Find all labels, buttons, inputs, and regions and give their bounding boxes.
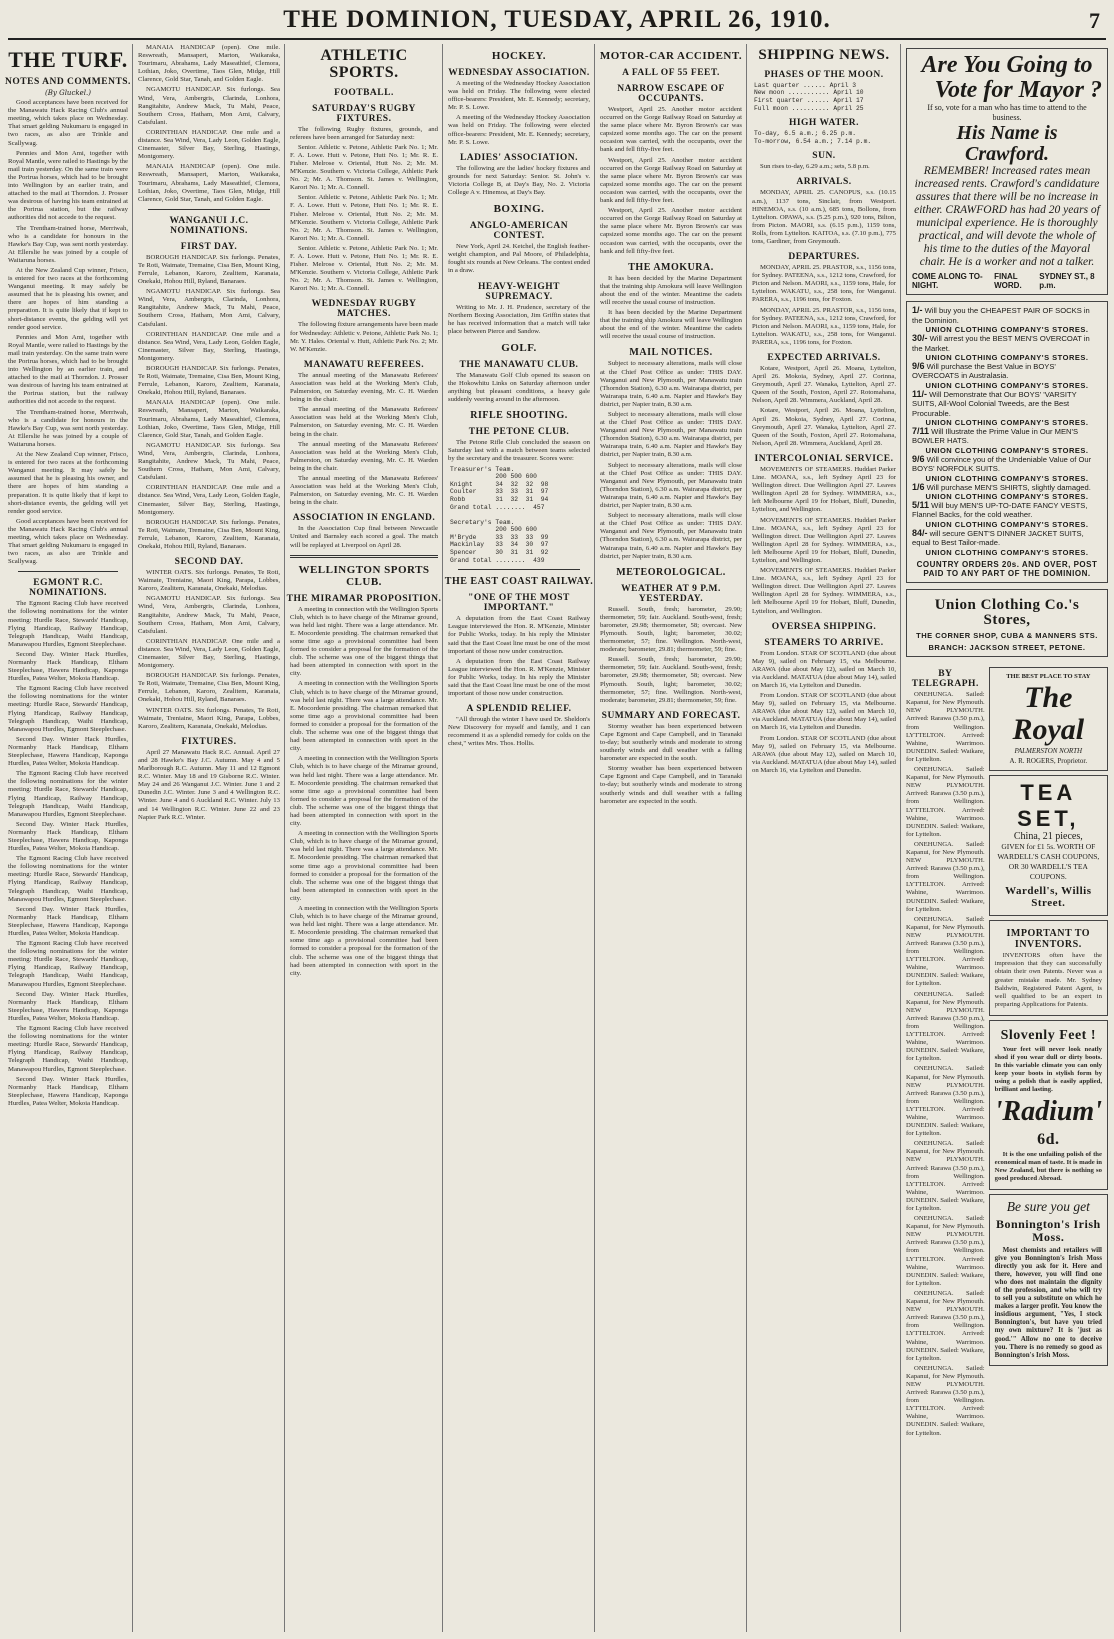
mayor-name: His Name is Crawford. [956, 122, 1058, 166]
price-description: Will buy MEN'S UP-TO-DATE FANCY VESTS, Flannel Backs, for the cold weather. [912, 501, 1088, 520]
egmont-para-3: The Egmont Racing Club have received the following nominations for the winter meeting: Hurdle Race, Stewards' Handicap, Flying Handicap, Railway Handicap, Telegraph Handicap, Waihi Handicap, Manawapou Hurdles, Egmont Steeplechase. [8, 685, 128, 733]
arrivals-heading: ARRIVALS. [796, 177, 852, 188]
masthead-title: THE DOMINION, TUESDAY, APRIL 26, 1910. [283, 6, 831, 33]
golf-body [444, 372, 594, 404]
first-day-para-7: CORINTHIAN HANDICAP. One mile and a distance. Sea Wind, Vera, Lady Leon, Golden Eagle, Cinemaster, Silver Bay, Sterling, Hastings, Montgomery. [138, 484, 280, 516]
turf-para-1-repeat: Pennies and Mon Ami, together with Royal Mantle, were railed to Hastings by the mail train yesterday. On the same train were the Porirua horses, which had to be brought into Wellington by an earlier train, and attached to the mail at Thorndon. J. Prosser was desirous of having his team entrained at the Porirua station, but the railway authorities did not accede to the request. [8, 333, 128, 406]
price-value: 1/6 [912, 481, 925, 492]
forecast-para: Stormy weather has been experienced between Cape Egmont and Cape Campbell, and in Taranaki to-day; but southerly winds and moderate to strong southerly winds and dull weather with a falling barometer are expected in the south. [600, 722, 742, 763]
expected-arrivals-heading: EXPECTED ARRIVALS. [767, 353, 881, 363]
page-number: 7 [1089, 8, 1100, 33]
inventors-heading: IMPORTANT TO INVENTORS. [1006, 928, 1091, 950]
wednesday-assoc-heading: WEDNESDAY ASSOCIATION. [448, 68, 590, 78]
mail-para: Subject to necessary alterations, mails will close at the Chief Post Office as under: THIS DAY. Wanganui and New Plymouth, per Manawatu train (Thorndon Station), 6.30 a.m. Wairarapa district, per Wairarapa train, 6.40 a.m. Napier and Hawke's Bay district, per Napier train, 8.30 a.m. [600, 360, 742, 408]
rifle-heading: RIFLE SHOOTING. [470, 410, 568, 422]
egmont-para-9: The Egmont Racing Club have received the following nominations for the winter meeting: Hurdle Race, Stewards' Handicap, Flying Handicap, Railway Handicap, Telegraph Handicap, Waihi Handicap, Manawapou Hurdles, Egmont Steeplechase. [8, 940, 128, 988]
first-day-heading: FIRST DAY. [180, 241, 238, 252]
motor-para: Westport, April 25. Another motor accident occurred on the Gorge Railway Road on Saturday at the same place where Mr. Byron Brown's car was capsized some months ago. The car on the present occasion was carried, with the occupants, over the bank and fell fifty-five feet. [600, 106, 742, 154]
fixtures-heading: FIXTURES. [181, 736, 237, 747]
highwater-table: To-day, 6.5 a.m.; 6.25 p.m. To-morrow, 6.54 a.m.; 7.14 p.m. [754, 130, 872, 145]
intercolonial-heading: INTERCOLONIAL SERVICE. [754, 453, 894, 464]
price-value: 30/- [912, 333, 928, 344]
egmont-para-5: The Egmont Racing Club have received the following nominations for the winter meeting: Hurdle Race, Stewards' Handicap, Flying Handicap, Railway Handicap, Telegraph Handicap, Waihi Handicap, Manawapou Hurdles, Egmont Steeplechase. [8, 770, 128, 818]
east-coast-subheading: "ONE OF THE MOST IMPORTANT." [468, 593, 570, 614]
sun-text: Sun rises to-day, 6.29 a.m.; sets, 5.8 p.m. [760, 163, 870, 171]
price-line [912, 427, 1102, 446]
price-description: Will Illustrate the Prime Value in Our MEN'S BOWLER HATS. [912, 427, 1079, 446]
wednesday-assoc-para: A meeting of the Wednesday Hockey Association was held on Friday. The following were elected office-bearers: President, Mr. E. Kennedy; secretary, Mr. P. S. Lowe. [448, 80, 590, 112]
rifle-body [444, 439, 594, 463]
anglo-american-heading: ANGLO-AMERICAN CONTEST. [469, 221, 569, 242]
rugby-para-4: Senior. Athletic v. Petone, Athletic Park No. 1; Mr. F. A. Lowe. Hutt v. Petone, Hutt No. 1; Mr. R. E. Fisher. Melrose v. Oriental, Hutt No. 2; Mr. M. M'Kenzie. Southern v. Victoria College, Athletic Park No. 2; Mr. A. Thomson. St. James v. Wellington, Karori No. 1; Mr. A. Connell. [290, 244, 438, 293]
oversea-para-3: From London. STAR OF SCOTLAND (due about May 9), sailed on February 15, via Melbourne. ARAWA (due about May 12), sailed on March 10, via Auckland. MATATUA (due about May 14), sailed on March 16, via Lyttelton and Dunedin. [752, 734, 896, 774]
turf-para-extra-3: Good acceptances have been received for the Manawatu Hack Racing Club's annual meeting, which takes place on Wednesday. That smart gelding Nukumaru is engaged in two races, as also are Trinkle and Scallywag. [8, 517, 128, 566]
rugby-para-1: The following Rugby fixtures, grounds, and referees have been arranged for Saturday next: [290, 125, 438, 141]
mayor-body: REMEMBER! Increased rates mean increased rents. Crawford's candidature assures that there will be no increase in either. CRAWFORD has had 20 years of municipal experience. He is thoroughly practical, and will devote the whole of his time to the duties of the Mayoral chair. He is a worker and not a talker. [914, 165, 1100, 269]
telegraph-heading: BY TELEGRAPH. [911, 669, 979, 690]
second-day-heading: SECOND DAY. [174, 557, 244, 568]
oversea-para-2: From London. STAR OF SCOTLAND (due about May 9), sailed on February 15, via Melbourne. ARAWA (due about May 12), sailed on March 10, via Auckland. MATATUA (due about May 14), sailed on March 16, via Lyttelton and Dunedin. [752, 692, 896, 732]
anglo-american-para: New York, April 24. Ketchel, the English feather-weight champion, and Pal Moore, of Philadelphia, fought six rounds at New Orleans. The contest ended in a draw. [448, 243, 590, 275]
telegraph-text-5: ONEHUNGA. Sailed: Kapanui, for New Plymouth. NEW PLYMOUTH. Arrived: Rarawa (3.50 p.m.), from Wellington. LYTTELTON. Arrived: Wahine, Warrimoo. DUNEDIN. Sailed: Waikare, for Lyttelton. [906, 990, 985, 1063]
telegraph-block [906, 663, 985, 1439]
price-line [912, 455, 1102, 474]
amokura-para: It has been decided by the Marine Department that the training ship Amokura will leave Wellington about the end of the winter. Meantime the cadets will receive the usual course of instruction. [600, 274, 742, 306]
column-shipping [748, 44, 901, 1632]
weather-para: Russell. South, fresh; barometer, 29.90; thermometer, 59; fair. Auckland. South-west, fresh; barometer, 29.98; thermometer, 58; overcast. New Plymouth. South, light; barometer, 30.02; thermometer, 57; fine. Wellington. North-west, moderate; barometer, 29.81; thermometer, 59; fine. [600, 605, 742, 654]
sports-club-para-5: A meeting in connection with the Wellington Sports Club, which is to have charge of the Miramar ground, was held last night. There was a large attendance. Mr. E. Mocordenie presiding. The chairman remarked that some time ago a provisional committee had been formed to consider a proposal for the formation of the club. The scheme was one of the biggest things that had been attempted in connection with sport in the city. [290, 905, 438, 977]
price-value: 5/11 [912, 500, 930, 511]
egmont-para-10: Second Day. Winter Hack Hurdles, Normanby Hack Handicap, Eltham Steeplechase, Hawera Handicap, Kaponga Hurdles, Patea Welter, Mokoia Handicap. [8, 990, 128, 1022]
inventors-advertisement [989, 920, 1108, 1016]
egmont-para-2: Second Day. Winter Hack Hurdles, Normanby Hack Handicap, Eltham Steeplechase, Hawera Handicap, Kaponga Hurdles, Patea Welter, Mokoia Handicap. [8, 650, 128, 683]
sports-club-heading: WELLINGTON SPORTS CLUB. [298, 563, 430, 588]
price-value: 1/- [912, 305, 923, 316]
telegraph-text-6: ONEHUNGA. Sailed: Kapanui, for New Plymouth. NEW PLYMOUTH. Arrived: Rarawa (3.50 p.m.), from Wellington. LYTTELTON. Arrived: Wahine, Warrimoo. DUNEDIN. Sailed: Waikare, for Lyttelton. [906, 1065, 985, 1138]
forecast-body [596, 723, 746, 806]
slovenly-body [995, 1046, 1102, 1095]
motor-body [596, 106, 746, 256]
referees-para-4: The annual meeting of the Manawatu Referees' Association was held at the Working Men's Club, Palmerston, on Saturday evening, Mr. C. H. Warden being in the chair. [290, 474, 438, 507]
expected-arrivals-para-2: Kotare, Westport, April 26. Moana, Lyttelton, April 26. Mokoia, Sydney, April 27. Corinna, Greymouth, April 27. Wanaka, Lyttelton, April 27. Queen of the South, Foxton, April 27. Rotomahana, Nelson, April 28. Wimmera, Auckland, April 28. [752, 407, 896, 447]
second-day-para-3: CORINTHIAN HANDICAP. One mile and a distance. Sea Wind, Vera, Lady Leon, Golden Eagle, Cinemaster, Silver Bay, Sterling, Hastings, Montgomery. [138, 637, 280, 670]
union-clothing-store-advertisement [906, 589, 1108, 658]
rifle-score-table: Treasurer's Team. 200 500 600 Knight 34 32 32 98 Coulter 33 33 31 97 Robb 31 32 31 94 Grand total ........ 457 Secretary's Team. 200 500 600 M'Bryde 33 33 33 99 Mackinlay 33 34 30 97 Spencer 30 31 31 92 Grand total ........ 439 [450, 465, 549, 564]
first-day-body [134, 254, 284, 551]
price-value: 11/- [912, 388, 928, 399]
turf-para-4: At the New Zealand Cup winner, Frisco, is entered for two races at the forthcoming Wanganui meeting. It may safely be assumed that he is pleasing his owner, and there are hopes of him standing a preparation. It is quite likely that if kept to short-distance events, the gelding will yet render good service. [8, 266, 128, 331]
column-motor [596, 44, 747, 1632]
oversea-para: From London. STAR OF SCOTLAND (due about May 9), sailed on February 15, via Melbourne. ARAWA (due about May 12), sailed on March 10, via Auckland. MATATUA (due about May 14), sailed on March 16, via Lyttelton and Dunedin. [752, 649, 896, 689]
weather-para-2: Russell. South, fresh; barometer, 29.90; thermometer, 59; fair. Auckland. South-west, fresh; barometer, 29.98; thermometer, 58; overcast. New Plymouth. South, light; barometer, 30.02; thermometer, 57; fine. Wellington. North-west, moderate; barometer, 29.81; thermometer, 59; fine. [600, 656, 742, 704]
motor-para-3: Westport, April 25. Another motor accident occurred on the Gorge Railway Road on Saturday at the same place where Mr. Byron Brown's car was capsized some months ago. The car on the present occasion was carried, with the occupants, over the bank and fell fifty-five feet. [600, 207, 742, 255]
golf-para: The Manawatu Golf Club opened its season on the Hokowhitu Links on Saturday afternoon under anything but pleasant conditions, a heavy gale suddenly veering around in the afternoon. [448, 371, 590, 404]
wednesday-rugby-body [286, 321, 442, 353]
royal-sub: PALMERSTON NORTH [1014, 747, 1083, 756]
irish-moss-text: Most chemists and retailers will give you Bonnington's Irish Moss directly you ask for it. Here and there, however, you will find one who does not maintain the dignity of the profession, and who will try to sell you a substitute on which he makes a larger profit. You know the insidious argument, "Yes, I stock Bonnington's, but have you tried my own mixture? It is 'just as good.'" Allow no one to deceive you. There is no remedy so good as Bonnington's Irish Moss. [994, 1245, 1102, 1359]
intercolonial-para-3: MOVEMENTS OF STEAMERS. Huddart Parker Line. MOANA, s.s., left Sydney April 23 for Wellington direct. Due Wellington April 27. Leaves Wellington April 28 for Sydney. WIMMERA, s.s., left Melbourne April 19 for Hobart, Bluff, Dunedin, Lyttelton, and Wellington. [752, 567, 896, 615]
column-athletic [286, 44, 443, 1632]
column-wanganui [134, 44, 285, 1632]
telegraph-text-4: ONEHUNGA. Sailed: Kapanui, for New Plymouth. NEW PLYMOUTH. Arrived: Rarawa (3.50 p.m.), from Wellington. LYTTELTON. Arrived: Wahine, Warrimoo. DUNEDIN. Sailed: Waikare, for Lyttelton. [906, 915, 985, 988]
telegraph-body [906, 691, 985, 1437]
telegraph-text-9: ONEHUNGA. Sailed: Kapanui, for New Plymouth. NEW PLYMOUTH. Arrived: Rarawa (3.50 p.m.), from Wellington. LYTTELTON. Arrived: Wahine, Warrimoo. DUNEDIN. Sailed: Waikare, for Lyttelton. [906, 1289, 985, 1362]
intercolonial-para: MOVEMENTS OF STEAMERS. Huddart Parker Line. MOANA, s.s., left Sydney April 23 for Wellington direct. Due Wellington April 27. Leaves Wellington April 28 for Sydney. WIMMERA, s.s., left Melbourne April 19 for Hobart, Bluff, Dunedin, Lyttelton, and Wellington. [752, 465, 896, 514]
manawatu-club-heading: THE MANAWATU CLUB. [459, 359, 579, 370]
motor-heading: MOTOR-CAR ACCIDENT. [599, 50, 743, 62]
mail-para-2: Subject to necessary alterations, mails will close at the Chief Post Office as under: THIS DAY. Wanganui and New Plymouth, per Manawatu train (Thorndon Station), 6.30 a.m. Wairarapa district, per Wairarapa train, 6.40 a.m. Napier and Hawke's Bay district, per Napier train, 8.30 a.m. [600, 411, 742, 459]
royal-proprietor: A. R. ROGERS, Proprietor. [1009, 757, 1088, 766]
egmont-para-8: Second Day. Winter Hack Hurdles, Normanby Hack Handicap, Eltham Steeplechase, Hawera Handicap, Kaponga Hurdles, Patea Welter, Mokoia Handicap. [8, 905, 128, 937]
moon-heading: PHASES OF THE MOON. [764, 69, 884, 80]
turf-para-extra: The Trentham-trained horse, Merriwah, who is a candidate for honours in the Hawke's Bay Cup, was sent north yesterday. At Ellerslie he was joined by a couple of Waitaruna horses. [8, 408, 128, 448]
radium-logo: 'Radium' [994, 1096, 1102, 1128]
egmont-para-6: Second Day. Winter Hack Hurdles, Normanby Hack Handicap, Eltham Steeplechase, Hawera Handicap, Kaponga Hurdles, Patea Welter, Mokoia Handicap. [8, 820, 128, 853]
column-hockey [444, 44, 595, 1632]
turf-para-1: Good acceptances have been received for the Manawatu Hack Racing Club's annual meeting, which takes place on Wednesday. That smart gelding Nukumaru is engaged in two races, as also are Trinkle and Scallywag. [8, 99, 128, 147]
referees-heading: MANAWATU REFEREES. [303, 359, 425, 370]
shipping-heading: SHIPPING NEWS. [758, 47, 890, 63]
mayor-headline-1: Are You Going to [921, 52, 1093, 78]
splendid-relief-para: "All through the winter I have used Dr. Sheldon's New Discovery for myself and family, and I can recommend it as a splendid remedy for colds on the chest," writes Mrs. Thos. Hollis. [448, 716, 590, 748]
referees-para-2: The annual meeting of the Manawatu Referees' Association was held at the Working Men's Club, Palmerston, on Saturday evening, Mr. C. H. Warden being in the chair. [290, 406, 438, 438]
price-value: 9/6 [912, 453, 925, 464]
price-description: Will arrest you the BEST MEN'S OVERCOAT in the Market. [912, 334, 1090, 353]
inventors-body [995, 952, 1102, 1009]
union-clothing-store-name: Union Clothing Co.'s Stores, [934, 596, 1080, 629]
first-day-para-3: CORINTHIAN HANDICAP. One mile and a distance. Sea Wind, Vera, Lady Leon, Golden Eagle, Cinemaster, Silver Bay, Sterling, Hastings, Montgomery. [138, 330, 280, 362]
wanganui-para-3b: MANAIA HANDICAP (open). One mile. Reswreath, Mansapert, Marton, Waikaraka, Tourimaru, Abrahams, Lady Maseathief, Clemora, Lothian, Joko, Overtime, Taos Glen, Midge, Hill Clarence, Gold Star, Tanah, and Golden Eagle. [138, 163, 280, 203]
first-day-para-6: NGAMOTU HANDICAP. Six furlongs. Sea Wind, Vera, Ambergris, Clarinda, Lonhora, Rangitahite, Andrew Mack, Tu Mahi, Peace, Southern Cross, Hatham, Mon Ami, Calvary, Catsfulani. [138, 441, 280, 482]
mayor-advertisement [906, 48, 1108, 295]
tea-heading: TEA SET, [1017, 780, 1080, 832]
expected-arrivals-body [748, 365, 900, 448]
wednesday-rugby-para: The following fixture arrangements have been made for Wednesday: Athletic v. Petone, Athletic Park No. 1; Mr. Y. Hales. Oriental v. Hutt, Athletic Park No. 2; Mr. W. M'Kenzie. [290, 321, 439, 353]
divider [148, 209, 270, 210]
splendid-relief-body [444, 716, 594, 748]
wanganui-heading: WANGANUI J.C. NOMINATIONS. [169, 215, 249, 236]
mail-heading: MAIL NOTICES. [629, 347, 713, 359]
tea-footer: Wardell's, Willis Street. [1005, 885, 1092, 909]
sports-club-para-4: A meeting in connection with the Wellington Sports Club, which is to have charge of the Miramar ground, was held last night. There was a large attendance. Mr. E. Mocordenie presiding. The chairman remarked that some time ago a provisional committee had been formed to consider a proposal for the formation of the club. The scheme was one of the biggest things that had been attempted in connection with sport in the city. [290, 830, 438, 902]
intercolonial-para-2: MOVEMENTS OF STEAMERS. Huddart Parker Line. MOANA, s.s., left Sydney April 23 for Wellington direct. Due Wellington April 27. Leaves Wellington April 28 for Sydney. WIMMERA, s.s., left Melbourne April 19 for Hobart, Bluff, Dunedin, Lyttelton, and Wellington. [752, 516, 896, 564]
radium-price: 6d. [1037, 1131, 1060, 1149]
divider [290, 555, 438, 558]
association-para: In the Association Cup final between Newcastle United and Barnsley each scored a goal. The match will be replayed at Liverpool on April 28. [290, 525, 438, 549]
wanganui-para-1: MANAIA HANDICAP (open). One mile. Reswreath, Mansapert, Marton, Waikaraka, Tourimaru, Abrahams, Lady Maseathief, Clemora, Lothian, Joko, Overtime, Taos Glen, Midge, Hill Clarence, Gold Star, Tanah, and Golden Eagle. [138, 44, 280, 84]
turf-para-3: The Trentham-trained horse, Merriwah, who is a candidate for honours in the Hawke's Bay Cup, was sent north yesterday. At Ellerslie he was joined by a couple of Waitaruna horses. [8, 224, 128, 264]
irish-moss-name: Bonnington's Irish Moss. [995, 1217, 1101, 1244]
sports-club-para-1: A meeting in connection with the Wellington Sports Club, which is to have charge of the Miramar ground, was held last night. There was a large attendance. Mr. E. Mocordenie presiding. The chairman remarked that some time ago a provisional committee had been formed to consider a proposal for the formation of the club. The scheme was one of the biggest things that had been attempted in connection with sport in the city. [290, 605, 438, 678]
referees-body [286, 372, 442, 508]
egmont-para-11: The Egmont Racing Club have received the following nominations for the winter meeting: Hurdle Race, Stewards' Handicap, Flying Handicap, Railway Handicap, Telegraph Handicap, Waihi Handicap, Manawapou Hurdles, Egmont Steeplechase. [8, 1025, 128, 1073]
union-clothing-company-line: UNION CLOTHING COMPANY'S STORES. [925, 547, 1089, 557]
turf-body [4, 99, 132, 566]
price-line [912, 306, 1102, 325]
telegraph-text: ONEHUNGA. Sailed: Kapanui, for New Plymouth. NEW PLYMOUTH. Arrived: Rarawa (3.50 p.m.), from Wellington. LYTTELTON. Arrived: Wahine, Warrimoo. DUNEDIN. Sailed: Waikare, for Lyttelton. [906, 691, 985, 763]
telegraph-text-7: ONEHUNGA. Sailed: Kapanui, for New Plymouth. NEW PLYMOUTH. Arrived: Rarawa (3.50 p.m.), from Wellington. LYTTELTON. Arrived: Wahine, Warrimoo. DUNEDIN. Sailed: Waikare, for Lyttelton. [906, 1140, 985, 1212]
price-line [912, 334, 1102, 353]
split-row [902, 663, 1112, 1439]
egmont-para-7: The Egmont Racing Club have received the following nominations for the winter meeting: Hurdle Race, Stewards' Handicap, Flying Handicap, Railway Handicap, Telegraph Handicap, Waihi Handicap, Manawapou Hurdles, Egmont Steeplechase. [8, 855, 128, 903]
advert-stack [989, 663, 1108, 1439]
amokura-para-2: It has been decided by the Marine Department that the training ship Amokura will leave Wellington about the end of the winter. Meantime the cadets will receive the usual course of instruction. [600, 309, 742, 341]
first-day-para-5: MANAIA HANDICAP (open). One mile. Reswreath, Mansapert, Marton, Waikaraka, Tourimaru, Abrahams, Lady Maseathief, Clemora, Lothian, Joko, Overtime, Taos Glen, Midge, Hill Clarence, Gold Star, Tanah, and Golden Eagle. [138, 399, 280, 439]
second-day-para-5: WINTER OATS. Six furlongs. Penates, Te Roti, Waimate, Treniaine, Maori King, Parapa, Lobbes, Karoro, Zealitem, Karanaia, Onekaki, Melodias. [138, 706, 280, 730]
wednesday-rugby-heading: WEDNESDAY RUGBY MATCHES. [311, 299, 417, 320]
price-description: Will Demonstrate that Our BOYS' 'VARSITY SUITS, All-Wool Colonial Tweeds, are the Best Procurable. [912, 389, 1077, 418]
union-clothing-advertisement [906, 301, 1108, 582]
price-description: Will convince you of the Undeniable Value of Our BOYS' NORFOLK SUITS. [912, 454, 1092, 474]
referees-para-1: The annual meeting of the Manawatu Referees' Association was held at the Working Men's Club, Palmerston, on Saturday evening, Mr. C. H. Warden being in the chair. [290, 371, 438, 404]
egmont-body [4, 600, 132, 1108]
ladies-assoc-heading: LADIES' ASSOCIATION. [459, 152, 579, 163]
intercolonial-body [748, 466, 900, 616]
motor-para-2: Westport, April 25. Another motor accident occurred on the Gorge Railway Road on Saturday at the same place where Mr. Byron Brown's car was capsized some months ago. The car on the present occasion was carried, with the occupants, over the bank and fell fifty-five feet. [600, 156, 742, 205]
union-clothing-company-line: UNION CLOTHING COMPANY'S STORES. [925, 445, 1089, 455]
rugby-fixtures-heading: SATURDAY'S RUGBY FIXTURES. [312, 103, 416, 124]
second-day-para-4: BOROUGH HANDICAP. Six furlongs. Penates, Te Roti, Waimate, Tremaine, Cisa Ben, Mount King, Ferrule, Lebanon, Karoro, Zealitem, Karanaia, Onekaki, Hohou Hill, Ryland, Banaraes. [138, 672, 280, 704]
price-value: 7/11 [912, 426, 930, 437]
divider [458, 569, 580, 570]
oversea-heading: OVERSEA SHIPPING. [771, 621, 877, 632]
egmont-para-12: Second Day. Winter Hack Hurdles, Normanby Hack Handicap, Eltham Steeplechase, Hawera Handicap, Kaponga Hurdles, Patea Welter, Mokoia Handicap. [8, 1075, 128, 1107]
price-value: 84/- [912, 527, 928, 538]
heavyweight-para: Writing to Mr. J. H. Prudence, secretary of the Northern Boxing Association, Jim Griffin states that he has received information that a match will take place between Pierce and Sandow. [448, 303, 590, 335]
telegraph-text-3: ONEHUNGA. Sailed: Kapanui, for New Plymouth. NEW PLYMOUTH. Arrived: Rarawa (3.50 p.m.), from Wellington. LYTTELTON. Arrived: Wahine, Warrimoo. DUNEDIN. Sailed: Waikare, for Lyttelton. [906, 840, 985, 913]
radium-text: It is the one unfailing polish of the economical man of taste. It is made in New Zealand, but there is nothing so good produced Abroad. [994, 1150, 1102, 1183]
hockey-heading: HOCKEY. [491, 50, 547, 62]
telegraph-text-2: ONEHUNGA. Sailed: Kapanui, for New Plymouth. NEW PLYMOUTH. Arrived: Rarawa (3.50 p.m.), from Wellington. LYTTELTON. Arrived: Wahine, Warrimoo. DUNEDIN. Sailed: Waikare, for Lyttelton. [906, 766, 985, 838]
tea-set-advertisement [989, 775, 1108, 916]
heavyweight-heading: HEAVY-WEIGHT SUPREMACY. [477, 281, 561, 302]
anglo-american-body [444, 243, 594, 275]
wanganui-para-2: NGAMOTU HANDICAP. Six furlongs. Sea Wind, Vera, Ambergris, Clarinda, Lonhora, Rangitahite, Andrew Mack, Tu Mahi, Peace, Southern Cross, Hatham, Mon Ami, Calvary, Catsfulani. [138, 86, 280, 126]
weather-body [596, 606, 746, 705]
football-heading: FOOTBALL. [334, 87, 394, 98]
forecast-heading: SUMMARY AND FORECAST. [601, 710, 741, 721]
splendid-relief-heading: A SPLENDID RELIEF. [466, 704, 572, 715]
rugby-body [286, 126, 442, 294]
union-clothing-price-list [912, 306, 1102, 556]
price-description: Will purchase the Best Value in BOYS' OVERCOATS in Australasia. [912, 362, 1056, 381]
irish-moss-advertisement [989, 1194, 1108, 1366]
mail-para-3: Subject to necessary alterations, mails will close at the Chief Post Office as under: THIS DAY. Wanganui and New Plymouth, per Manawatu train (Thorndon Station), 6.30 a.m. Wairarapa district, per Wairarapa train, 6.40 a.m. Napier and Hawke's Bay district, per Napier train, 8.30 a.m. [600, 461, 742, 510]
association-body [286, 525, 442, 549]
union-clothing-footer: COUNTRY ORDERS 20s. AND OVER, POST PAID TO ANY PART OF THE DOMINION. [916, 559, 1098, 578]
price-value: 9/6 [912, 361, 925, 371]
union-clothing-company-line: UNION CLOTHING COMPANY'S STORES. [925, 519, 1089, 529]
turf-byline: (By Gluckel.) [45, 89, 91, 98]
first-day-para-1: BOROUGH HANDICAP. Six furlongs. Penates, Te Roti, Waimate, Tremaine, Cisa Ben, Mount King, Ferrule, Lebanon, Karoro, Zealitem, Karanaia, Onekaki, Hohou Hill, Ryland, Banaraes. [138, 253, 280, 286]
mayor-footer-right: SYDNEY ST., 8 p.m. [1039, 272, 1095, 291]
boxing-heading: BOXING. [493, 203, 545, 216]
sports-club-para-3: A meeting in connection with the Wellington Sports Club, which is to have charge of the Miramar ground, was held last night. There was a large attendance. Mr. E. Mocordenie presiding. The chairman remarked that some time ago a provisional committee had been formed to consider a proposal for the formation of the club. The scheme was one of the biggest things that had been attempted in connection with sport in the city. [290, 755, 438, 828]
first-day-para-8: BOROUGH HANDICAP. Six furlongs. Penates, Te Roti, Waimate, Tremaine, Cisa Ben, Mount King, Ferrule, Lebanon, Karoro, Zealitem, Karanaia, Onekaki, Hohou Hill, Ryland, Banaraes. [138, 518, 280, 550]
egmont-heading: EGMONT R.C. NOMINATIONS. [29, 578, 107, 599]
price-line [912, 362, 1102, 381]
union-clothing-company-line: UNION CLOTHING COMPANY'S STORES. [925, 473, 1089, 483]
fixtures-body [134, 749, 284, 822]
east-coast-body [444, 615, 594, 698]
wednesday-assoc-body [444, 80, 594, 147]
steamers-heading: STEAMERS TO ARRIVE. [764, 637, 884, 648]
fixtures-list: April 27 Manawatu Hack R.C. Annual. April 27 and 28 Hawke's Bay J.C. Autumn. May 4 and 5 Marlborough R.C. Autumn. May 11 and 12 Egmont R.C. Winter. May 18 and 19 Gisborne R.C. Winter. May 24 and 26 Wanganui J.C. Winter. June 1 and 2 Dunedin J.C. Winter. June 3 and 4 Wellington R.C. Winter. June 4 and 6 Auckland R.C. Winter. July 13 and 14 Wellington R.C. Winter. June 22 and 23 Napier Park R.C. Winter. [138, 748, 280, 821]
inventors-text: INVENTORS often have the impression that they can successfully obtain their own Patents. Never was a greater mistake made. Mr. Sydney Baldwin, Registered Patent Agent, is well qualified to be an expert in preparing Applications for Patents. [994, 952, 1102, 1008]
price-line [912, 529, 1102, 548]
arrivals-para: MONDAY, APRIL 25. CANOPUS, s.s. (10.15 a.m.), 1137 tons, Sinclair, from Westport. HINEMOA, s.s. (10 a.m.), 685 tons, Bollons, from Lyttelton. OPAWA, s.s. (5.25 p.m.), 920 tons, Bilton, from Picton. MAORI, s.s. (6.15 p.m.), 1159 tons, Rolls, from Lyttelton. KAITOA, s.s. (7.10 p.m.), 775 tons, Gardiner, from Greymouth. [752, 189, 896, 245]
expected-arrivals-para: Kotare, Westport, April 26. Moana, Lyttelton, April 26. Mokoia, Sydney, April 27. Corinna, Greymouth, April 27. Wanaka, Lyttelton, April 27. Queen of the South, Foxton, April 27. Rotomahana, Nelson, April 28. Wimmera, Auckland, April 28. [752, 365, 896, 405]
association-heading: ASSOCIATION IN ENGLAND. [292, 513, 436, 524]
weather-heading: WEATHER AT 9 P.M. YESTERDAY. [621, 583, 721, 604]
rifle-para: The Petone Rifle Club concluded the season on Saturday last with a match between teams selected by the secretary and the treasurer. Scores were: [448, 439, 590, 463]
wanganui-top-body [134, 44, 284, 204]
athletic-heading: ATHLETIC SPORTS. [320, 47, 408, 81]
sports-club-para-2: A meeting in connection with the Wellington Sports Club, which is to have charge of the Miramar ground, was held last night. There was a large attendance. Mr. E. Mocordenie presiding. The chairman remarked that some time ago a provisional committee had been formed to consider a proposal for the formation of the club. The scheme was one of the biggest things that had been attempted in connection with sport in the city. [290, 680, 438, 753]
rugby-para-3: Senior. Athletic v. Petone, Athletic Park No. 1; Mr. F. A. Lowe. Hutt v. Petone, Hutt No. 1; Mr. R. E. Fisher. Melrose v. Oriental, Hutt No. 2; Mr. M. M'Kenzie. Southern v. Victoria College, Athletic Park No. 2; Mr. A. Thomson. St. James v. Wellington, Karori No. 1; Mr. A. Connell. [290, 194, 438, 242]
tea-subheading: China, 21 pieces, [1013, 831, 1083, 843]
masthead [8, 4, 1106, 40]
moon-table: Last quarter ...... April 3 New moon ........... April 10 First quarter ...... April 17 Full moon .......... April 25 [754, 81, 864, 112]
referees-para-3: The annual meeting of the Manawatu Referees' Association was held at the Working Men's Club, Palmerston, on Saturday evening, Mr. C. H. Warden being in the chair. [290, 440, 438, 472]
amokura-body [596, 275, 746, 342]
union-clothing-address: THE CORNER SHOP, CUBA & MANNERS STS. [916, 631, 1098, 641]
union-clothing-company-line: UNION CLOTHING COMPANY'S STORES. [925, 380, 1089, 390]
mayor-footer-left: COME ALONG TO-NIGHT. [912, 272, 983, 291]
royal-hotel-advertisement [989, 667, 1108, 771]
egmont-para-1: The Egmont Racing Club have received the following nominations for the winter meeting: Hurdle Race, Stewards' Handicap, Flying Handicap, Railway Handicap, Telegraph Handicap, Waihi Handicap, Manawapou Hurdles, Egmont Steeplechase. [8, 600, 128, 648]
slovenly-text: Your feet will never look neatly shod if you wear dull or dirty boots. In this variable climate you can only keep your boots in stylish form by using a polish that is easily applied, brilliant and lasting. [994, 1045, 1102, 1094]
divider [18, 571, 118, 572]
east-coast-para-2: A deputation from the East Coast Railway League interviewed the Hon. R. M'Kenzie, Minister for Public Works, today. In his reply the Minister said that the East Coast line must be one of the most important of those now under construction. [448, 657, 590, 698]
second-day-para-1: WINTER OATS. Six furlongs. Penates, Te Roti, Waimate, Treniaine, Maori King, Parapa, Lobbes, Karoro, Zealitem, Karanaia, Onekaki, Melodias. [138, 569, 280, 593]
oversea-body [748, 650, 900, 775]
first-day-para-4: BOROUGH HANDICAP. Six furlongs. Penates, Te Roti, Waimate, Tremaine, Cisa Ben, Mount King, Ferrule, Lebanon, Karoro, Zealitem, Karanaia, Onekaki, Hohou Hill, Ryland, Banaraes. [138, 365, 280, 397]
mayor-footer [912, 272, 1102, 290]
second-day-body [134, 569, 284, 731]
sun-body [748, 163, 900, 171]
turf-para-extra-2: At the New Zealand Cup winner, Frisco, is entered for two races at the forthcoming Wanganui meeting. It may safely be assumed that he is pleasing his owner, and there are hopes of him standing a preparation. It is quite likely that if kept to short-distance events, the gelding will yet render good service. [8, 451, 128, 515]
royal-top: THE BEST PLACE TO STAY [1006, 673, 1091, 681]
departures-heading: DEPARTURES. [788, 252, 860, 263]
arrivals-body [748, 189, 900, 246]
radium-advertisement [989, 1020, 1108, 1190]
departures-body [748, 264, 900, 347]
price-description: Will buy you the CHEAPEST PAIR OF SOCKS in the Dominion. [912, 306, 1090, 325]
egmont-para-4: Second Day. Winter Hack Hurdles, Normanby Hack Handicap, Eltham Steeplechase, Hawera Handicap, Kaponga Hurdles, Patea Welter, Mokoia Handicap. [8, 735, 128, 768]
irish-moss-heading: Be sure you get [1006, 1199, 1090, 1215]
turf-para-2: Pennies and Mon Ami, together with Royal Mantle, were railed to Hastings by the mail train yesterday. On the same train were the Porirua horses, which had to be brought into Wellington by an earlier train, and attached to the mail at Thorndon. J. Prosser was desirous of having his team entrained at the Porirua station, but the railway authorities did not accede to the request. [8, 149, 128, 222]
ladies-assoc-para: The following are the ladies' hockey fixtures and grounds for next Saturday: Senior. St. John's v. Victoria College B, at Day's Bay, No. 2. Victoria College A v. Hinemoa, at Day's Bay. [448, 164, 590, 197]
departures-para: MONDAY, APRIL 25. PRASTOR, s.s., 1156 tons, for Sydney. PATEENA, s.s., 1212 tons, Crawford, for Picton and Nelson. MAORI, s.s., 1159 tons, Hale, for Lyttelton. WAKATU, s.s., 258 tons, for Wanganui. PARERA, s.s., 1196 tons, for Foxton. [752, 264, 896, 304]
royal-logo: The Royal [1012, 681, 1085, 747]
union-clothing-company-line: UNION CLOTHING COMPANY'S STORES. [925, 325, 1089, 335]
slovenly-heading: Slovenly Feet ! [1000, 1027, 1096, 1043]
mayor-footer-mid: FINAL WORD. [994, 272, 1022, 291]
price-description: will secure GENT'S DINNER JACKET SUITS, equal to Best Tailor-made. [912, 528, 1084, 548]
telegraph-text-8: ONEHUNGA. Sailed: Kapanui, for New Plymouth. NEW PLYMOUTH. Arrived: Rarawa (3.50 p.m.), from Wellington. LYTTELTON. Arrived: Wahine, Warrimoo. DUNEDIN. Sailed: Waikare, for Lyttelton. [906, 1215, 985, 1287]
first-day-para-2: NGAMOTU HANDICAP. Six furlongs. Sea Wind, Vera, Ambergris, Clarinda, Lonhora, Rangitahite, Andrew Mack, Tu Mahi, Peace, Southern Cross, Hatham, Mon Ami, Calvary, Catsfulani. [138, 288, 280, 328]
mail-para-4: Subject to necessary alterations, mails will close at the Chief Post Office as under: THIS DAY. Wanganui and New Plymouth, per Manawatu train (Thorndon Station), 6.30 a.m. Wairarapa district, per Wairarapa train, 6.40 a.m. Napier and Hawke's Bay district, per Napier train, 8.30 a.m. [600, 512, 742, 560]
column-turf [4, 44, 133, 1632]
irish-moss-body [995, 1246, 1102, 1359]
union-clothing-company-line: UNION CLOTHING COMPANY'S STORES. [925, 418, 1089, 428]
price-description: Will purchase MEN'S SHIRTS, slightly damaged. [926, 482, 1091, 492]
heavyweight-body [444, 304, 594, 336]
mayor-line: If so, vote for a man who has time to attend to the business. [927, 103, 1087, 123]
price-line [912, 390, 1102, 418]
turf-subheading: NOTES AND COMMENTS. [5, 77, 131, 88]
rugby-para-2: Senior. Athletic v. Petone, Athletic Park No. 1; Mr. F. A. Lowe. Hutt v. Petone, Hutt No. 1; Mr. R. E. Fisher. Melrose v. Oriental, Hutt No. 2; Mr. M. M'Kenzie. Southern v. Victoria College, Athletic Park No. 2; Mr. A. Thomson. St. James v. Wellington, Karori No. 1; Mr. A. Connell. [290, 143, 438, 192]
narrow-escape-heading: NARROW ESCAPE OF OCCUPANTS. [617, 84, 725, 104]
departures-para-2: MONDAY, APRIL 25. PRASTOR, s.s., 1156 tons, for Sydney. PATEENA, s.s., 1212 tons, Crawford, for Picton and Nelson. MAORI, s.s., 1159 tons, Hale, for Lyttelton. WAKATU, s.s., 258 tons, for Wanganui. PARERA, s.s., 1196 tons, for Foxton. [752, 306, 896, 346]
radium-body [995, 1151, 1102, 1183]
meteorological-heading: METEOROLOGICAL. [616, 566, 726, 578]
fall-heading: A FALL OF 55 FEET. [622, 68, 720, 78]
petone-club-heading: THE PETONE CLUB. [468, 427, 570, 438]
east-coast-para: A deputation from the East Coast Railway League interviewed the Hon. R. M'Kenzie, Minister for Public Works, today. In his reply the Minister said that the East Coast line must be one of the most important of those now under construction. [448, 615, 590, 655]
wanganui-para-3: CORINTHIAN HANDICAP. One mile and a distance. Sea Wind, Vera, Lady Leon, Golden Eagle, Cinemaster, Silver Bay, Sterling, Hastings, Montgomery. [138, 128, 280, 161]
union-clothing-company-line: UNION CLOTHING COMPANY'S STORES. [925, 492, 1089, 502]
tea-body: GIVEN for £1 5s. WORTH OF WARDELL'S CASH COUPONS, OR 30 WARDELL'S TEA COUPONS. [997, 842, 1100, 882]
price-line [912, 501, 1102, 520]
price-line [912, 483, 1102, 492]
sun-heading: SUN. [812, 151, 836, 162]
wednesday-assoc-para-2: A meeting of the Wednesday Hockey Association was held on Friday. The following were elected office-bearers: President, Mr. E. Kennedy; secretary, Mr. P. S. Lowe. [448, 114, 590, 146]
mayor-headline-2: Vote for Mayor ? [934, 77, 1102, 104]
union-clothing-branch: BRANCH: JACKSON STREET, PETONE. [928, 643, 1086, 653]
amokura-heading: THE AMOKURA. [628, 261, 714, 273]
sports-club-body [286, 606, 442, 978]
highwater-heading: HIGH WATER. [788, 118, 860, 129]
second-day-para-2: NGAMOTU HANDICAP. Six furlongs. Sea Wind, Vera, Ambergris, Clarinda, Lonhora, Rangitahite, Andrew Mack, Tu Mahi, Peace, Southern Cross, Hatham, Mon Ami, Calvary, Catsfulani. [138, 595, 280, 635]
ladies-assoc-body [444, 165, 594, 197]
mail-body [596, 360, 746, 560]
forecast-para-2: Stormy weather has been experienced between Cape Egmont and Cape Campbell, and in Taranaki to-day; but southerly winds and moderate to strong southerly winds and dull weather with a falling barometer are expected in the south. [600, 765, 742, 805]
miramar-heading: THE MIRAMAR PROPOSITION. [286, 593, 442, 604]
column-advertisements [902, 44, 1112, 1632]
east-coast-heading: THE EAST COAST RAILWAY. [444, 576, 594, 588]
union-clothing-company-line: UNION CLOTHING COMPANY'S STORES. [925, 353, 1089, 362]
golf-heading: GOLF. [501, 341, 537, 354]
telegraph-text-10: ONEHUNGA. Sailed: Kapanui, for New Plymouth. NEW PLYMOUTH. Arrived: Rarawa (3.50 p.m.), from Wellington. LYTTELTON. Arrived: Wahine, Warrimoo. DUNEDIN. Sailed: Waikare, for Lyttelton. [906, 1364, 985, 1437]
turf-heading: THE TURF. [8, 47, 128, 72]
